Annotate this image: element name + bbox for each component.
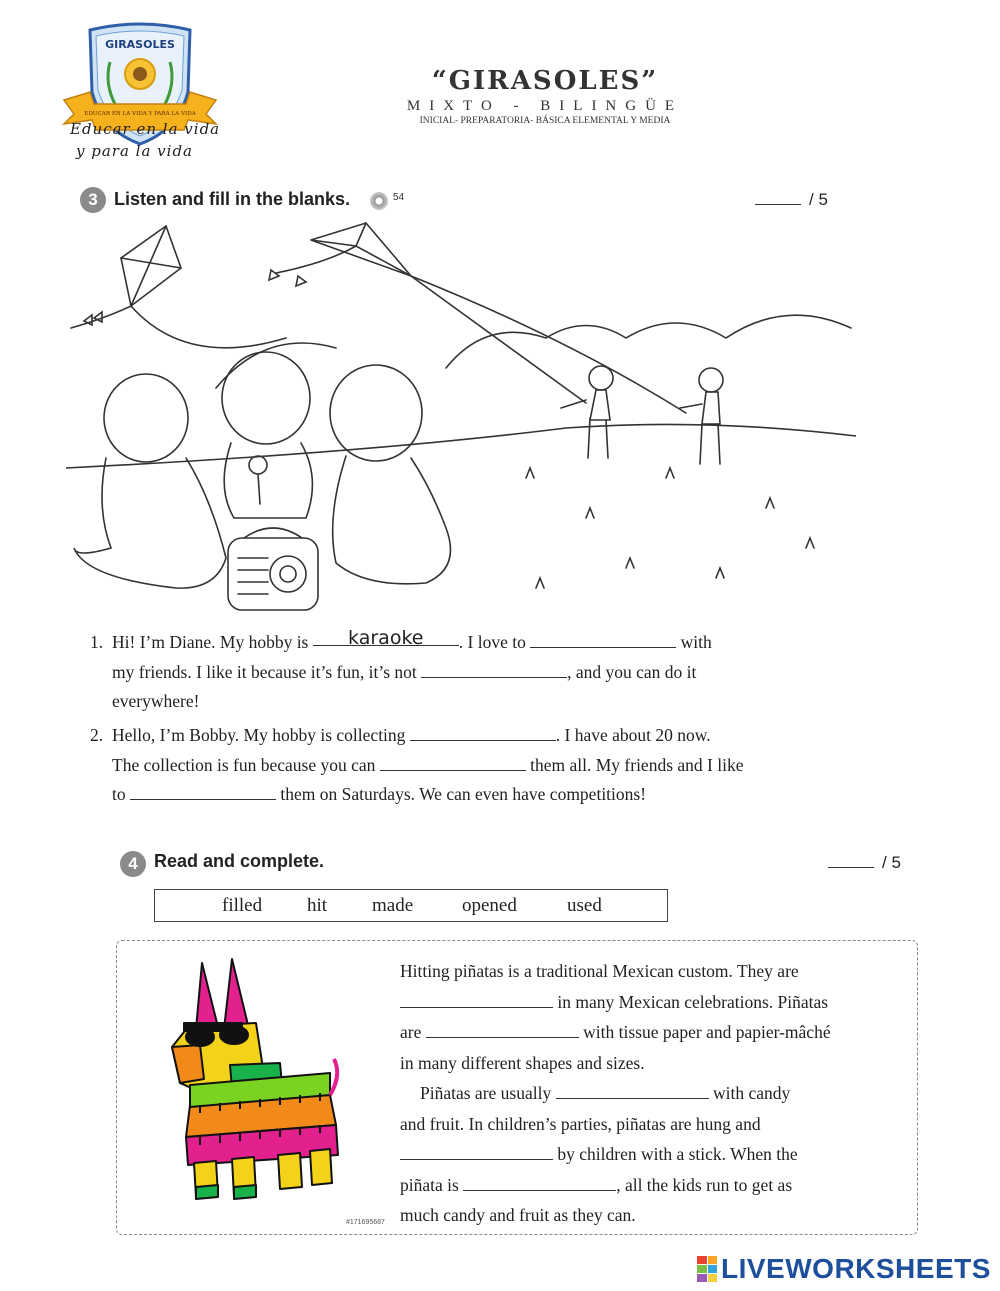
exercise-3-item-2 <box>90 721 850 810</box>
reading-text: with candy <box>712 1083 791 1103</box>
item-text: everywhere! <box>112 691 200 711</box>
section-4-badge: 4 <box>120 851 146 877</box>
section-4-score <box>828 853 901 873</box>
logo-text: GIRASOLES <box>105 38 175 51</box>
item-text: Hello, I’m Bobby. My hobby is collecting <box>112 725 406 745</box>
answer-blank[interactable] <box>421 660 567 678</box>
reading-passage <box>400 956 910 1231</box>
word-bank-item: opened <box>462 895 517 916</box>
item-text: . I have about 20 now. <box>555 725 711 745</box>
reading-line: much candy and fruit as they can. <box>400 1205 636 1225</box>
item-number: 1. <box>90 632 104 652</box>
stock-image-id: #171695687 <box>346 1219 385 1226</box>
reading-text: in many Mexican celebrations. Piñatas <box>557 991 829 1012</box>
item-text: , and you can do it <box>567 661 697 682</box>
school-type: MIXTO - BILINGÜE <box>406 98 684 114</box>
word-bank-item: hit <box>307 895 328 916</box>
reading-line: Hitting piñatas is a traditional Mexican custom. They are <box>400 961 799 981</box>
boy-flying-kite <box>561 366 613 458</box>
word-bank-item: filled <box>222 895 263 916</box>
answer-blank[interactable] <box>530 630 676 648</box>
answer-blank[interactable] <box>400 1142 553 1160</box>
pinata-donkey-illustration <box>160 955 340 1205</box>
girls-singing-kids-flying-kites-illustration <box>66 218 856 618</box>
liveworksheets-brand[interactable] <box>697 1252 991 1286</box>
section-3-badge: 3 <box>80 187 106 213</box>
radio-icon <box>228 528 318 610</box>
kite-icon <box>71 226 181 328</box>
section-3-title: Listen and fill in the blanks. <box>114 189 351 209</box>
score-blank[interactable] <box>755 204 801 205</box>
girl-singing <box>330 365 451 584</box>
item-text: The collection is fun because you can <box>112 754 376 775</box>
answer-blank[interactable] <box>410 723 556 741</box>
motto-line-2: y para la vida <box>76 142 193 160</box>
item-text: them all. My friends and I like <box>530 754 744 775</box>
item-text: to <box>112 784 126 804</box>
reading-line <box>400 1078 910 1109</box>
girl-with-microphone <box>222 352 312 518</box>
audio-track-number: 54 <box>393 192 405 203</box>
score-total: / 5 <box>882 853 901 872</box>
exercise-3-item-1 <box>90 628 830 717</box>
item-text: . I love to <box>458 632 526 652</box>
item-text: my friends. I like it because it’s fun, it’s not <box>112 661 417 682</box>
answer-blank[interactable] <box>463 1173 616 1191</box>
school-name: “GIRASOLES” <box>431 66 659 96</box>
reading-text: Piñatas are usually <box>420 1083 552 1103</box>
section-3-score <box>755 190 828 210</box>
kite-icon <box>269 223 411 286</box>
reading-line <box>400 1017 910 1048</box>
score-blank[interactable] <box>828 867 874 868</box>
liveworksheets-wordmark: LIVEWORKSHEETS <box>721 1253 991 1284</box>
reading-line: in many different shapes and sizes. <box>400 1052 645 1073</box>
item-text: them on Saturdays. We can even have competitions! <box>280 784 647 804</box>
reading-text: , all the kids run to get as <box>616 1174 793 1195</box>
word-bank <box>154 889 668 922</box>
item-text: with <box>680 632 712 652</box>
section-4-title: Read and complete. <box>154 851 325 871</box>
filled-answer: karaoke <box>348 627 424 649</box>
reading-line <box>400 1170 910 1201</box>
item-text: Hi! I’m Diane. My hobby is <box>112 632 309 652</box>
logo-ribbon-text: EDUCAR EN LA VIDA Y PARA LA VIDA <box>84 111 196 117</box>
reading-text: by children with a stick. When the <box>557 1144 798 1164</box>
girl-singing <box>74 374 226 588</box>
reading-line <box>400 1139 910 1170</box>
answer-blank[interactable] <box>556 1081 709 1099</box>
reading-line: and fruit. In children’s parties, piñatas are hung and <box>400 1113 761 1134</box>
school-levels: INICIAL- PREPARATORIA- BÁSICA ELEMENTAL Y MEDIA <box>419 116 671 126</box>
reading-text: piñata is <box>400 1174 459 1195</box>
item-number: 2. <box>90 725 104 745</box>
word-bank-item: used <box>567 895 602 916</box>
audio-cd-icon[interactable] <box>370 192 388 210</box>
score-total: / 5 <box>809 190 828 209</box>
reading-line <box>400 987 910 1018</box>
answer-blank[interactable] <box>426 1020 579 1038</box>
answer-blank-karaoke[interactable] <box>313 627 459 649</box>
word-bank-item: made <box>372 895 414 916</box>
boy-flying-kite <box>680 368 723 464</box>
answer-blank[interactable] <box>130 782 276 800</box>
reading-text: with tissue paper and papier-mâché <box>583 1022 831 1042</box>
reading-text: are <box>400 1022 422 1042</box>
answer-blank[interactable] <box>400 990 553 1008</box>
answer-blank[interactable] <box>380 753 526 771</box>
school-logo <box>60 22 220 162</box>
liveworksheets-logo-icon <box>697 1256 717 1282</box>
motto-line-1: Educar en la vida <box>70 120 221 138</box>
